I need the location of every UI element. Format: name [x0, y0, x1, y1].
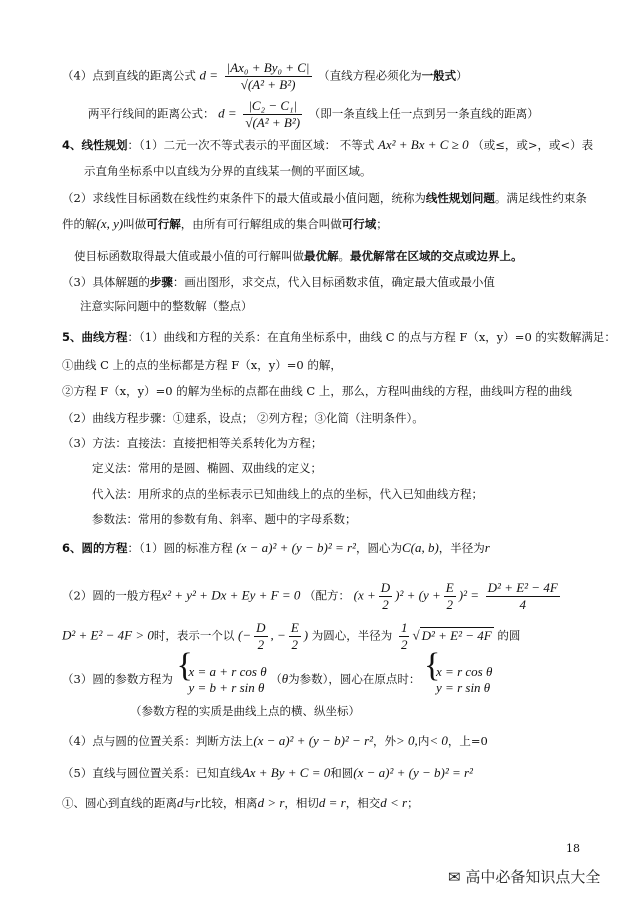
- circle-center-radius: D² + E² − 4F > 0时，表示一个以 (− $\frac{D}{2}$ , − $\frac{E}{2}$ ) 为圆心，半径为 $\frac{1}{2}$ √ D² + E² − 4F 的圆: [62, 620, 521, 652]
- section-4-heading: 4、线性规划：（1）二元一次不等式表示的平面区域： 不等式 Ax² + Bx + C ≥ 0 （或≤，或>，或<）表: [62, 137, 594, 152]
- point-circle-position: （4）点与圆的位置关系：判断方法上(x − a)² + (y − b)² − r²，外> 0,内< 0，上=0: [62, 733, 488, 748]
- watermark: ✉ 高中必备知识点大全: [448, 868, 601, 886]
- section-6-heading: 6、圆的方程：（1）圆的标准方程 (x − a)² + (y − b)² = r²，圆心为C(a, b)，半径为r: [62, 540, 490, 555]
- section-4-feasible: 件的解(x, y)叫做可行解，由所有可行解组成的集合叫做可行域；: [62, 216, 388, 231]
- section-4-integer: 注意实际问题中的整数解（整点）: [80, 299, 253, 313]
- section-4-item-2: （2）求线性目标函数在线性约束条件下的最大值或最小值问题，统称为线性规划问题。满足线性约束条: [62, 191, 587, 205]
- section-4-steps: （3）具体解题的步骤：画出图形，求交点，代入目标函数求值，确定最大值或最小值: [62, 275, 495, 289]
- section-5-heading: 5、曲线方程：（1）曲线和方程的关系：在直角坐标系中，曲线 C 的点与方程 F（x，y）=0 的实数解满足：: [62, 330, 616, 344]
- section-5-line-2: ②方程 F（x，y）=0 的解为坐标的点都在曲线 C 上，那么，方程叫曲线的方程，曲线叫方程的曲线: [62, 384, 572, 398]
- section-5-direct: （3）方法：直接法：直接把相等关系转化为方程；: [62, 436, 323, 450]
- section-5-line-1: ①曲线 C 上的点的坐标都是方程 F（x，y）=0 的解，: [62, 358, 342, 372]
- section-4-optimal: 使目标函数取得最大值或最小值的可行解叫做最优解。最优解常在区域的交点或边界上。: [74, 249, 523, 263]
- distance-formula: $\frac{\text{|Ax₀ + By₀ + C|}}{\text{√(A² + B²)}}$: [226, 60, 310, 92]
- point-line-distance: （4）点到直线的距离公式 d = $\frac{\text{|Ax₀ + By₀ + C|}}{\text{√(A² + B²)}}$ （直线方程必须化为一般式）: [62, 60, 468, 92]
- circle-general-equation: （2）圆的一般方程x² + y² + Dx + Ey + F = 0 （配方： (x + $\frac{D}{2}$ )² + (y + $\frac{E}{2}$ )² = $\frac{\text{D² + E² − 4F}}{4}$: [62, 580, 558, 612]
- center-distance-compare: ①、圆心到直线的距离d与r比较，相离d > r，相切d = r，相交d < r；: [62, 795, 419, 810]
- section-5-definition: 定义法：常用的是圆、椭圆、双曲线的定义；: [92, 461, 322, 475]
- parametric-note: （参数方程的实质是曲线上点的横、纵坐标）: [130, 704, 360, 718]
- wechat-icon: ✉: [448, 868, 461, 886]
- section-5-steps: （2）曲线方程步骤：①建系，设点； ②列方程；③化简（注明条件）。: [62, 411, 424, 425]
- section-5-substitution: 代入法：用所求的点的坐标表示已知曲线上的点的坐标，代入已知曲线方程；: [92, 487, 483, 501]
- page-number: 18: [566, 842, 580, 855]
- section-4-text: 示直角坐标系中以直线为分界的直线某一侧的平面区域。: [84, 164, 372, 178]
- line-circle-position: （5）直线与圆位置关系：已知直线Ax + By + C = 0和圆(x − a)² + (y − b)² = r²: [62, 765, 473, 780]
- circle-parametric: （3）圆的参数方程为 { x = a + r cos θ y = b + r sin θ （θ为参数），圆心在原点时： { x = r cos θ y = r sin θ: [62, 664, 492, 696]
- section-5-parameter: 参数法：常用的参数有角、斜率、题中的字母系数；: [92, 512, 357, 526]
- parallel-line-distance: 两平行线间的距离公式： d = $\frac{\text{|C₂ − C₁|}}{\text{√(A² + B²)}}$ （即一条直线上任一点到另一条直线的距离）: [88, 98, 539, 130]
